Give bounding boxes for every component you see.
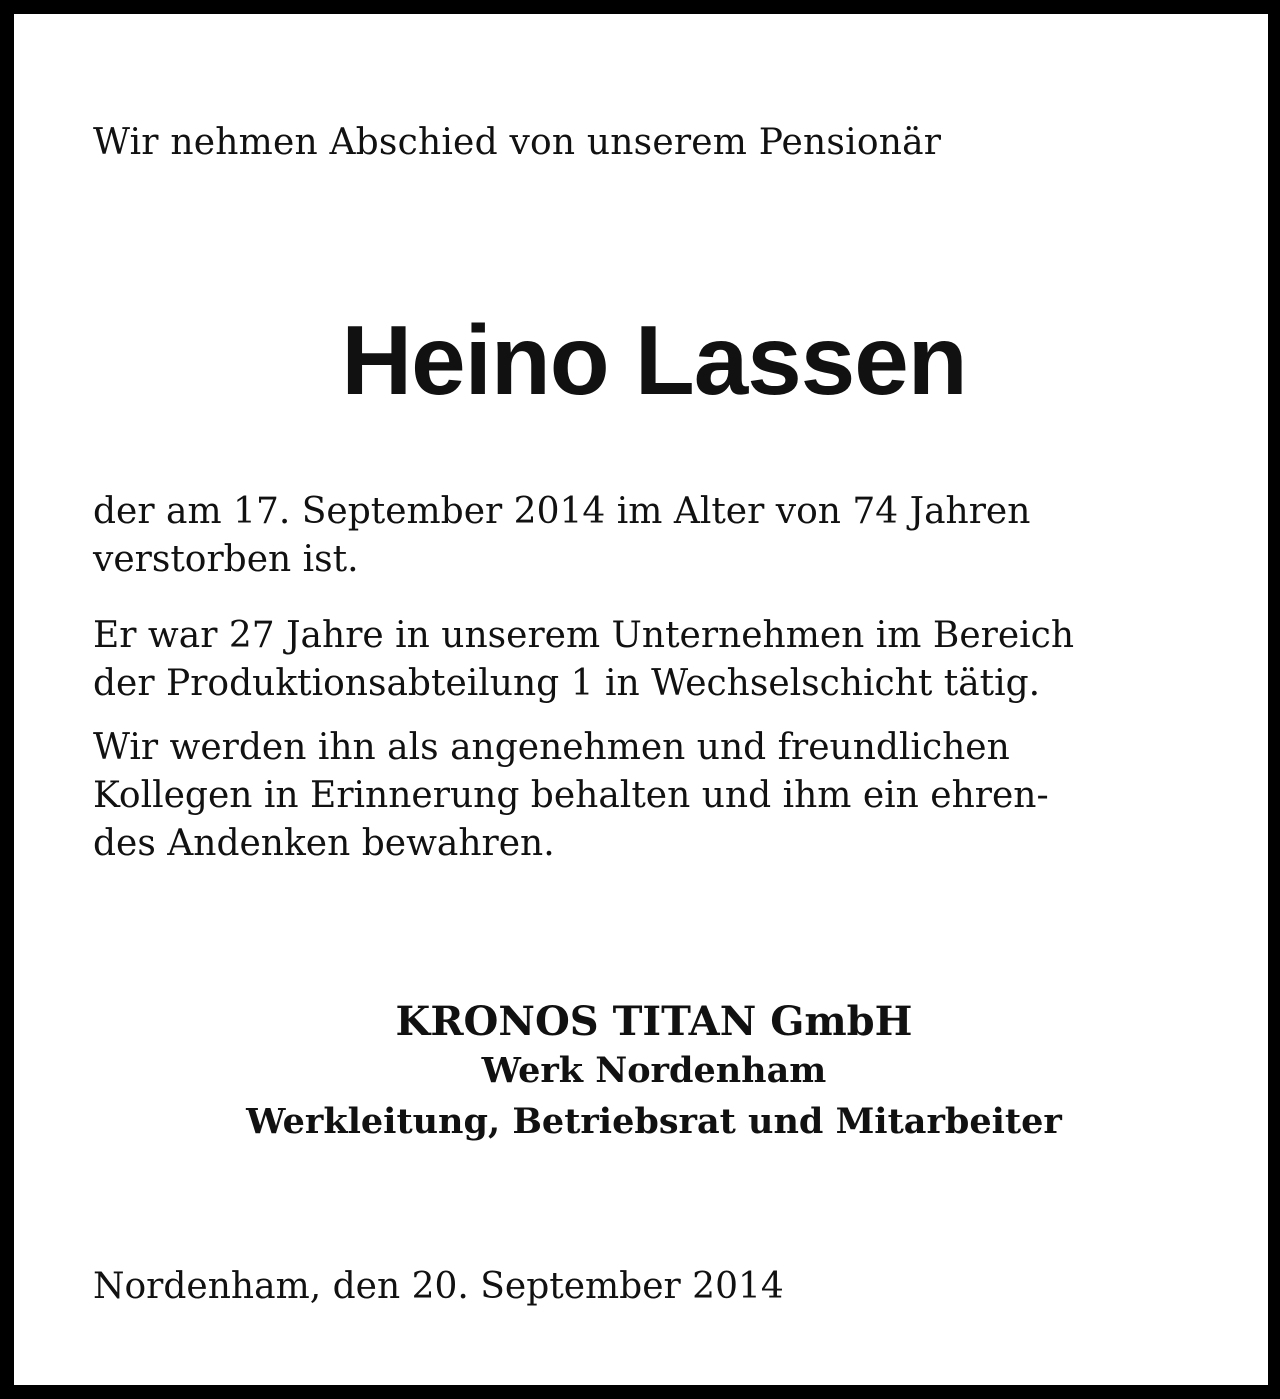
- paragraph-line: der am 17. September 2014 im Alter von 74 Jahren: [93, 491, 1031, 532]
- signatories: Werkleitung, Betriebsrat und Mitarbeiter: [246, 1101, 1062, 1142]
- remembrance-paragraph: [93, 724, 1049, 868]
- deceased-name: Heino Lassen: [341, 305, 967, 415]
- company-name: KRONOS TITAN GmbH: [395, 998, 913, 1045]
- plant-name: Werk Nordenham: [481, 1050, 827, 1091]
- paragraph-line: Er war 27 Jahre in unserem Unternehmen im Bereich: [93, 615, 1075, 656]
- death-paragraph: [93, 488, 1030, 584]
- paragraph-line: Wir werden ihn als angenehmen und freundlichen: [93, 727, 1010, 768]
- intro-text: Wir nehmen Abschied von unserem Pensionär: [93, 122, 942, 163]
- signature-block: [14, 998, 1280, 1148]
- paragraph-line: des Andenken bewahren.: [93, 823, 555, 864]
- place-and-date: Nordenham, den 20. September 2014: [93, 1266, 784, 1307]
- career-paragraph: [93, 612, 1074, 708]
- paragraph-line: der Produktionsabteilung 1 in Wechselschicht tätig.: [93, 663, 1041, 704]
- paragraph-line: verstorben ist.: [93, 539, 359, 580]
- paragraph-line: Kollegen in Erinnerung behalten und ihm ein ehren-: [93, 775, 1049, 816]
